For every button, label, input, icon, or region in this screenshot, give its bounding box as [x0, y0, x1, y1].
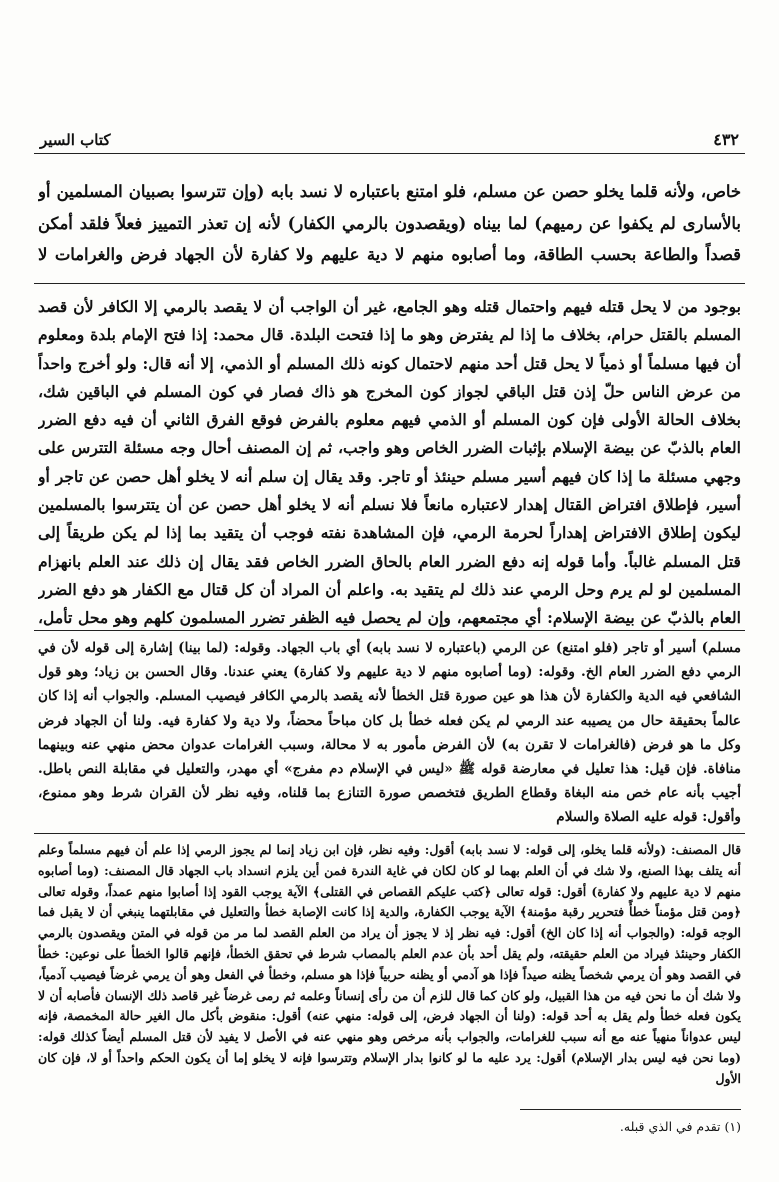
- header-rule: [34, 153, 745, 154]
- commentary-2-paragraph: مسلم) أسير أو تاجر (فلو امتنع) عن الرمي (باعتباره لا نسد بابه) أي باب الجهاد. وقوله: (لما بينا) إشارة إلى قوله لأن في الرمي دفع الضرر العام الخ. وقوله: (وما أصابوه منهم لا دية عليهم ولا كفارة) يعني عندنا. وقال الحسن بن زياد؛ وهو قول الشافعي فيه الدية والكفارة لأن هذا هو عين صورة قتل الخطأ لأنه يقصد بالرمي الكافر فيصيب المسلم. والجواب أنه إذا كان عالماً بحقيقة حال من يصيبه عند الرمي لم يكن فعله خطأ بل كان مباحاً محضاً، ولا دية ولا كفارة فيه. ولنا أن الجهاد فرض وكل ما هو فرض (فالغرامات لا تقرن به) لأن الفرض مأمور به لا محالة، وسبب الغرامات عدوان محض منهي عنه وبينهما منافاة. فإن قيل: هذا تعليل في معارضة قوله ﷺ «ليس في الإسلام دم مفرج» أي مهدر، والتعليل في مقابلة النص باطل. أجيب بأنه عام خص منه البغاة وقطاع الطريق فتخصص صورة التنازع بما قلناه، وفيه نظر لأن القران شرط وهو ممنوع، وأقول: قوله عليه الصلاة والسلام: [38, 640, 741, 826]
- running-title: كتاب السير: [40, 131, 111, 149]
- footnote-text: (١) تقدم في الذي قبله.: [619, 1119, 741, 1134]
- main-text-divider: [34, 283, 745, 284]
- commentary-3-paragraph: قال المصنف: (ولأنه قلما يخلو، إلى قوله: لا نسد بابه) أقول: وفيه نظر، فإن ابن زياد إنما لم يجوز الرمي إذا علم أن فيهم مسلماً وعلم أنه يتلف بهذا الصنع، ولا شك في أن العلم بهما لو كان لكان في غاية الندرة فمن أين يلزم انسداد باب الجهاد قال المصنف: (وما أصابوه منهم لا دية عليهم ولا كفارة) أقول: قوله تعالى ﴿كتب عليكم القصاص في القتلى﴾ الآية يوجب القود إذا أصابوا منهم عمداً، وقوله تعالى ﴿ومن قتل مؤمناً خطأً فتحرير رقبة مؤمنة﴾ الآية يوجب الكفارة، والدية إذا كانت الإصابة خطأ والتعليل في مقابلتهما ينبغي أن لا يقبل فما الوجه قوله: (والجواب أنه إذا كان الخ) أقول: فيه نظر إذ لا يجوز أن يراد من العلم القصد لما مر من قوله في المتن ويقصدون بالرمي الكفار وحينئذ فيراد من العلم حقيقته، ولم يقل أحد بأن عدم العلم بالمصاب شرط في تحقق الخطأ، فإنهم قالوا الخطأ على نوعين: خطأ في القصد وهو أن يرمي شخصاً يظنه صيداً فإذا هو آدمي أو يظنه حربياً فإذا هو مسلم، وخطأ في الفعل وهو أن يرمي غرضاً فيصيب آدمياً، ولا شك أن ما نحن فيه من هذا القبيل، ولو كان كما قال للزم أن من رأى إنساناً وعلمه ثم رمى غرضاً غير قاصد ذلك الإنسان فأصابه أن لا يكون فعله خطأ ولم يقل به أحد قوله: (ولنا أن الجهاد فرض، إلى قوله: منهي عنه) أقول: منقوض بأكل مال الغير حالة المخمصة، فإنه ليس عدواناً منهياً عنه مع أنه سبب للغرامات، والجواب بأنه مرخص وهو منهي عنه في الأصل لا يفيد لأن قتل المسلم أيضاً كذلك قوله: (وما نحن فيه ليس بدار الإسلام) أقول: يرد عليه ما لو كانوا بدار الإسلام وتترسوا فإنه لا يخلو إما أن يكون الحكم واحداً أو لا، فإن كان الأول: [38, 842, 741, 1086]
- commentary-divider-2: [34, 833, 745, 834]
- commentary-divider-1: [34, 630, 745, 631]
- commentary-sadi-chalabi: [38, 840, 741, 1090]
- commentary-inaya: [38, 636, 741, 830]
- footnote-rule: [520, 1109, 741, 1110]
- commentary-fath-alqadir: [38, 293, 741, 629]
- main-text: [38, 176, 741, 272]
- commentary-1-paragraph: بوجود من لا يحل قتله فيهم واحتمال قتله وهو الجامع، غير أن الواجب أن لا يقصد بالرمي إلا الكافر لأن قصد المسلم بالقتل حرام، بخلاف ما إذا لم يفترض وهو ما إذا فتحت البلدة. قال محمد: إذا فتح الإمام بلدة ومعلوم أن فيها مسلماً أو ذمياً لا يحل قتل أحد منهم لاحتمال كونه ذلك المسلم أو الذمي، إلا أنه قال: ولو أخرج واحداً من عرض الناس حلّ إذن قتل الباقي لجواز كون المخرج هو ذاك فصار في كون المسلم في الباقين شك، بخلاف الحالة الأولى فإن كون المسلم أو الذمي فيهم معلوم بالفرض فوقع الفرق الثاني أن فيه دفع الضرر العام بالذبّ عن بيضة الإسلام بإثبات الضرر الخاص وهو واجب، ثم إن المصنف أحال وجه مسئلة التترس على وجهي مسئلة ما إذا كان فيهم أسير مسلم حينئذ أو تاجر. وقد يقال إن سلم أنه لا يخلو أهل حصن عن تاجر أو أسير، فإطلاق افتراض القتال إهدار لاعتباره مانعاً فلا نسلم أنه لا يخلو أهل حصن عن أن يتترسوا بالمسلمين ليكون إطلاق الافتراض إهداراً لحرمة الرمي، فإن المشاهدة نفته فوجب أن يتقيد بما إذا لم يكن طريقاً إلى قتل المسلم غالباً. وأما قوله إنه دفع الضرر العام بالحاق الضرر الخاص فقد يقال إن ذلك عند العلم بانهزام المسلمين لو لم يرم وحل الرمي عند ذلك لم يتقيد به. واعلم أن المراد أن كل قتال مع الكفار هو دفع الضرر العام بالذبّ عن بيضة الإسلام: أي مجتمعهم، وإن لم يحصل فيه الظفر تضرر المسلمون كلهم وهو محل تأمل،: [38, 297, 741, 628]
- page-number: ٤٣٢: [713, 130, 739, 149]
- footnote: [38, 1118, 741, 1138]
- page-header: [40, 127, 739, 149]
- main-text-paragraph: خاص، ولأنه قلما يخلو حصن عن مسلم، فلو امتنع باعتباره لا نسد بابه (وإن تترسوا بصبيان المسلمين أو بالأسارى لم يكفوا عن رميهم) لما بيناه (ويقصدون بالرمي الكفار) لأنه إن تعذر التمييز فعلاً فلقد أمكن قصداً والطاعة بحسب الطاقة، وما أصابوه منهم لا دية عليهم ولا كفارة لأن الجهاد فرض والغرامات لا: [38, 182, 741, 264]
